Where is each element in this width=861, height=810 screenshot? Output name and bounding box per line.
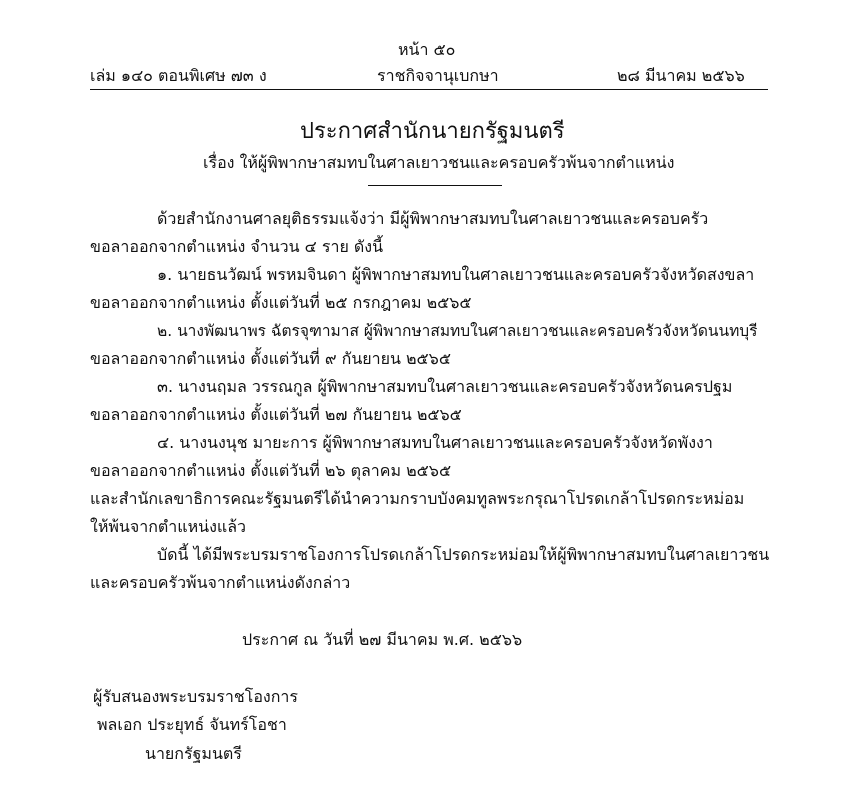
paragraph-line: บัดนี้ ได้มีพระบรมราชโองการโปรดเกล้าโปรดกระหม่อมให้ผู้พิพากษาสมทบในศาลเยาวชน (157, 545, 770, 564)
publication-date: ๒๘ มีนาคม ๒๕๖๖ (617, 66, 745, 85)
header-divider (90, 89, 768, 90)
list-item-3-date: ขอลาออกจากตำแหน่ง ตั้งแต่วันที่ ๒๗ กันยายน ๒๕๖๕ (90, 405, 462, 424)
document-subject: เรื่อง ให้ผู้พิพากษาสมทบในศาลเยาวชนและครอบครัวพ้นจากตำแหน่ง (203, 153, 675, 172)
gazette-name: ราชกิจจานุเบกษา (377, 66, 499, 85)
document-title: ประกาศสำนักนายกรัฐมนตรี (300, 119, 565, 144)
list-item-3: ๓. นางนฤมล วรรณกูล ผู้พิพากษาสมทบในศาลเยาวชนและครอบครัวจังหวัดนครปฐม (157, 377, 733, 396)
list-item-1: ๑. นายธนวัฒน์ พรหมจินดา ผู้พิพากษาสมทบในศาลเยาวชนและครอบครัวจังหวัดสงขลา (157, 265, 755, 284)
list-item-1-date: ขอลาออกจากตำแหน่ง ตั้งแต่วันที่ ๒๕ กรกฎาคม ๒๕๖๕ (90, 293, 472, 312)
title-divider (368, 185, 502, 186)
paragraph-line: และครอบครัวพ้นจากตำแหน่งดังกล่าว (90, 573, 351, 592)
paragraph-line: ให้พ้นจากตำแหน่งแล้ว (90, 517, 246, 536)
list-item-2-date: ขอลาออกจากตำแหน่ง ตั้งแต่วันที่ ๙ กันยายน ๒๕๖๕ (90, 349, 451, 368)
paragraph-line: ด้วยสำนักงานศาลยุติธรรมแจ้งว่า มีผู้พิพากษาสมทบในศาลเยาวชนและครอบครัว (157, 209, 709, 228)
list-item-4: ๔. นางนงนุช มายะการ ผู้พิพากษาสมทบในศาลเยาวชนและครอบครัวจังหวัดพังงา (157, 433, 713, 452)
countersign-label: ผู้รับสนองพระบรมราชโองการ (93, 687, 298, 706)
volume-issue: เล่ม ๑๔๐ ตอนพิเศษ ๗๓ ง (90, 66, 267, 85)
signatory-name: พลเอก ประยุทธ์ จันทร์โอชา (97, 715, 287, 734)
paragraph-line: ขอลาออกจากตำแหน่ง จำนวน ๔ ราย ดังนี้ (90, 237, 384, 256)
list-item-4-date: ขอลาออกจากตำแหน่ง ตั้งแต่วันที่ ๒๖ ตุลาคม ๒๕๖๕ (90, 461, 452, 480)
paragraph-line: และสำนักเลขาธิการคณะรัฐมนตรีได้นำความกราบบังคมทูลพระกรุณาโปรดเกล้าโปรดกระหม่อม (90, 489, 745, 508)
signatory-position: นายกรัฐมนตรี (145, 744, 242, 763)
list-item-2: ๒. นางพัฒนาพร ฉัตรจุฑามาส ผู้พิพากษาสมทบในศาลเยาวชนและครอบครัวจังหวัดนนทบุรี (157, 322, 758, 340)
announcement-date: ประกาศ ณ วันที่ ๒๗ มีนาคม พ.ศ. ๒๕๖๖ (242, 630, 523, 649)
page-number: หน้า ๕๐ (398, 40, 456, 59)
